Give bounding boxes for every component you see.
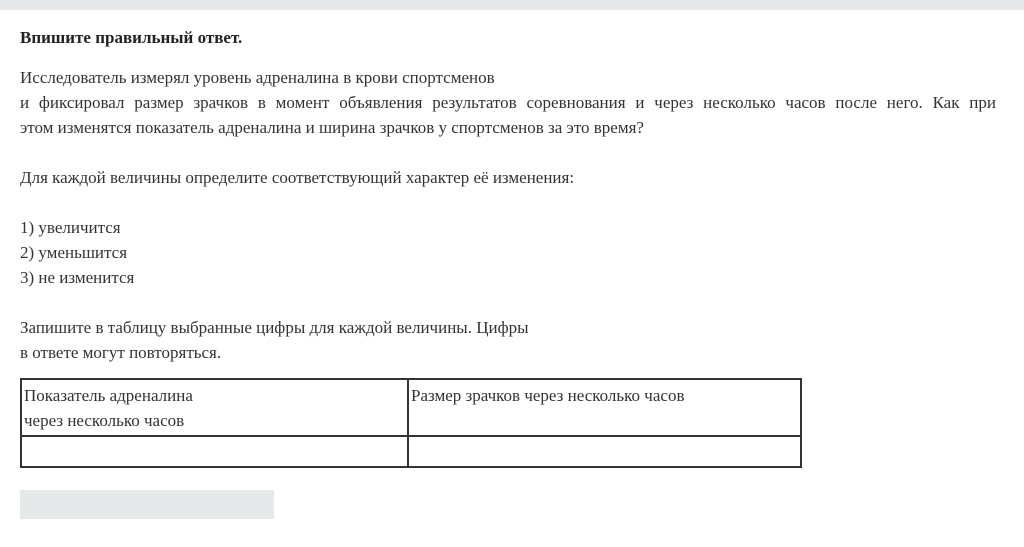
header-line: Размер зрачков через несколько часов [411,386,685,405]
answer-options [20,215,996,290]
task-content [20,25,996,468]
question-line: этом изменятся показатель адреналина и ширина зрачков у спортсменов за это время? [20,118,644,137]
header-pupil-size [408,379,801,436]
header-line: через несколько часов [24,411,185,430]
task-instruction: Впишите правильный ответ. [20,28,243,47]
answer-table [20,378,802,468]
answer-cell-adrenaline[interactable] [21,436,408,467]
top-strip [0,0,1024,10]
prompt-line: Для каждой величины определите соответствующий характер её изменения: [20,168,575,187]
header-adrenaline [21,379,408,436]
option-item: 2) уменьшится [20,243,128,262]
table-header-row [21,379,801,436]
option-item: 3) не изменится [20,268,135,287]
answer-note [20,315,996,365]
answer-cell-pupil-size[interactable] [408,436,801,467]
note-line: Запишите в таблицу выбранные цифры для каждой величины. Цифры [20,318,529,337]
header-line: Показатель адреналина [24,386,193,405]
option-item: 1) увеличится [20,218,121,237]
question-line: Исследователь измерял уровень адреналина в крови спортсменов [20,68,495,87]
question-line: и фиксировал размер зрачков в момент объявления результатов соревнования и через несколько часов после него. Как при [20,93,996,112]
question-text [20,65,996,140]
note-line: в ответе могут повторяться. [20,343,222,362]
submit-button[interactable] [20,490,274,519]
table-answer-row [21,436,801,467]
task-prompt [20,165,996,190]
answer-input-pupil-size[interactable] [409,437,800,466]
answer-input-adrenaline[interactable] [22,437,407,466]
